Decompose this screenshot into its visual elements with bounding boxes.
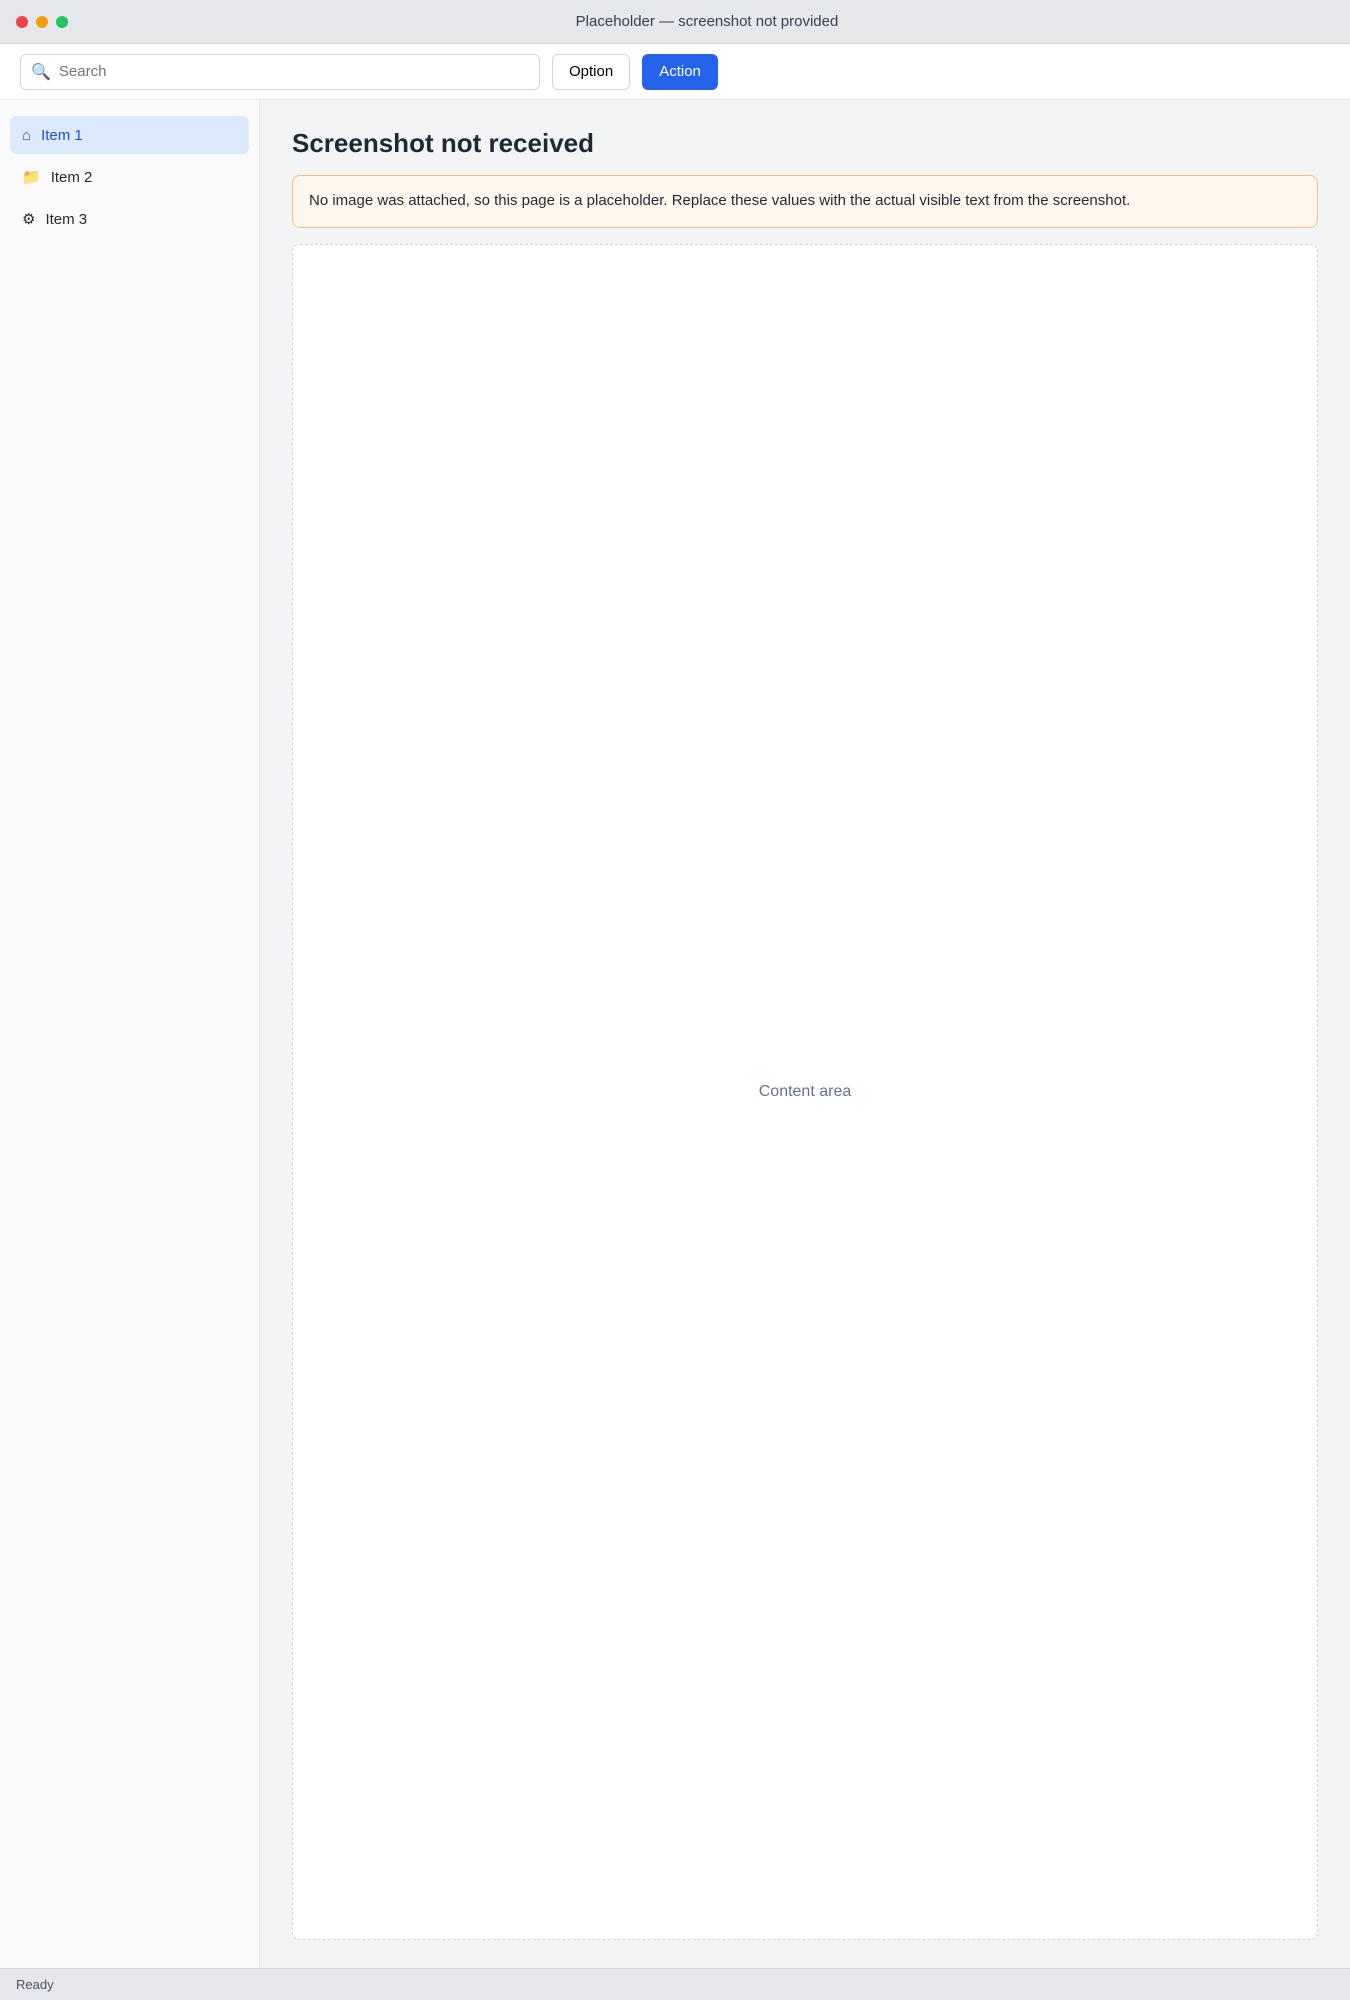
window-controls bbox=[16, 16, 68, 28]
sidebar-item-label: Item 1 bbox=[41, 126, 83, 144]
status-text: Ready bbox=[16, 1977, 54, 1992]
secondary-button[interactable]: Option bbox=[552, 54, 630, 90]
sidebar bbox=[0, 100, 260, 1968]
primary-button[interactable]: Action bbox=[642, 54, 718, 90]
sidebar-item-label: Item 3 bbox=[45, 210, 88, 228]
window-title: Placeholder — screenshot not provided bbox=[575, 13, 839, 30]
sidebar-item-1[interactable] bbox=[10, 116, 249, 154]
maximize-window-button[interactable] bbox=[56, 16, 68, 28]
main-content bbox=[260, 100, 1350, 1968]
minimize-window-button[interactable] bbox=[36, 16, 48, 28]
page-title: Screenshot not received bbox=[292, 128, 594, 158]
title-bar bbox=[0, 0, 1350, 44]
toolbar bbox=[0, 44, 1350, 100]
close-window-button[interactable] bbox=[16, 16, 28, 28]
folder-icon: 📁 bbox=[22, 169, 41, 186]
sidebar-item-2[interactable] bbox=[10, 158, 249, 196]
content-body bbox=[0, 100, 1350, 1968]
home-icon: ⌂ bbox=[22, 126, 32, 144]
status-bar bbox=[0, 1968, 1350, 2000]
sidebar-item-label: Item 2 bbox=[50, 168, 93, 186]
content-panel: Content area bbox=[292, 244, 1318, 1941]
search-input[interactable] bbox=[59, 63, 529, 80]
sidebar-item-3[interactable] bbox=[10, 200, 249, 238]
search-box bbox=[20, 54, 540, 90]
notice-message: No image was attached, so this page is a placeholder. Replace these values with the actual visible text from the screenshot. bbox=[292, 175, 1318, 228]
search-icon: 🔍 bbox=[31, 63, 51, 81]
gear-icon: ⚙ bbox=[22, 211, 36, 228]
